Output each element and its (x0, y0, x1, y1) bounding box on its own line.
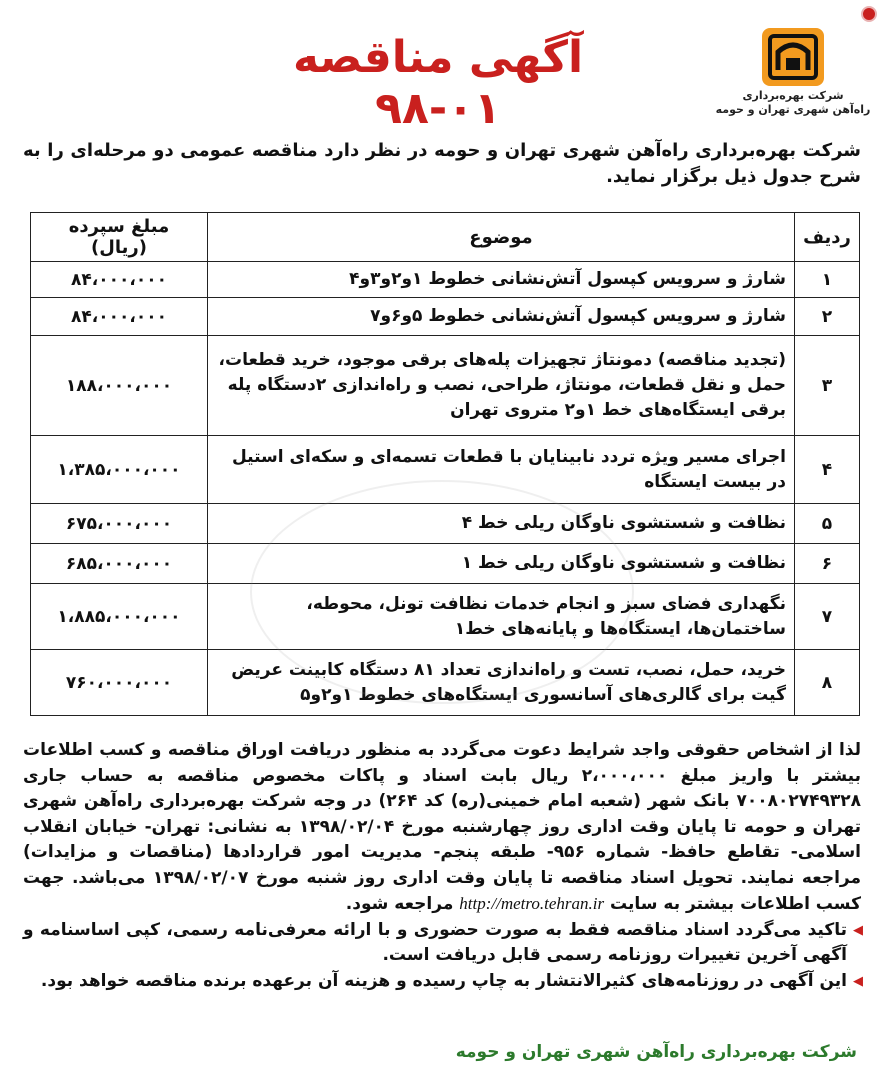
table-row (31, 298, 860, 336)
triangle-bullet-icon: ◀ (853, 973, 863, 989)
metro-logo-icon (762, 28, 824, 86)
row-subject: شارژ و سرویس کپسول آتش‌نشانی خطوط ۵و۶و۷ (208, 298, 795, 336)
row-no: ۴ (795, 436, 860, 504)
row-amount: ۶۷۵،۰۰۰،۰۰۰ (31, 504, 208, 544)
row-no: ۷ (795, 584, 860, 650)
row-no: ۶ (795, 544, 860, 584)
body-paragraph-text: لذا از اشخاص حقوقی واجد شرایط دعوت می‌گردد به منظور دریافت اوراق مناقصه و کسب اطلاعات بیشتر با واریز مبلغ ۲،۰۰۰،۰۰۰ ریال بابت اسناد و پاکات مخصوص مناقصه به حساب جاری ۷۰۰۸۰۲۷۴۹۳۲۸ بانک شهر (شعبه امام خمینی(ره) کد ۲۶۴) در وجه شرکت بهره‌برداری راه‌آهن شهری تهران و حومه تا پایان وقت اداری روز چهارشنبه مورخ ۱۳۹۸/۰۲/۰۴ به نشانی: تهران- خیابان انقلاب اسلامی- تقاطع حافظ- شماره ۹۵۶- طبقه پنجم- مدیریت امور قراردادها (مناقصات و مزایدات) مراجعه نمایند. تحویل اسناد مناقصه تا پایان وقت اداری روز شنبه مورخ ۱۳۹۸/۰۲/۰۷ می‌باشد. جهت کسب اطلاعات بیشتر به سایت (23, 740, 861, 914)
row-amount: ۱۸۸،۰۰۰،۰۰۰ (31, 336, 208, 436)
note-2 (23, 969, 861, 995)
row-amount: ۷۶۰،۰۰۰،۰۰۰ (31, 650, 208, 716)
row-no: ۱ (795, 262, 860, 298)
tender-table (30, 212, 860, 716)
table-row (31, 544, 860, 584)
logo-text-2: راه‌آهن شهری تهران و حومه (715, 103, 871, 116)
note-2-text: این آگهی در روزنامه‌های کثیرالانتشار به چاپ رسیده و هزینه آن برعهده برنده مناقصه خواهد بود. (40, 970, 847, 991)
notice-title: آگهی مناقصه ۰۱-۹۸ (292, 32, 584, 134)
row-no: ۳ (795, 336, 860, 436)
header-amount: مبلغ سپرده (ریال) (31, 213, 208, 262)
table-header-row (31, 213, 860, 262)
footer-company: شرکت بهره‌برداری راه‌آهن شهری تهران و حومه (455, 1042, 857, 1062)
row-subject: نظافت و شستشوی ناوگان ریلی خط ۱ (208, 544, 795, 584)
triangle-bullet-icon: ◀ (853, 922, 863, 938)
corner-dot (861, 6, 877, 22)
table-row (31, 650, 860, 716)
website-link[interactable]: http://metro.tehran.ir (459, 894, 605, 913)
row-no: ۲ (795, 298, 860, 336)
table-row (31, 584, 860, 650)
row-amount: ۱،۸۸۵،۰۰۰،۰۰۰ (31, 584, 208, 650)
header-subject: موضوع (208, 213, 795, 262)
row-amount: ۸۴،۰۰۰،۰۰۰ (31, 262, 208, 298)
table-row (31, 436, 860, 504)
table-row (31, 504, 860, 544)
logo-text-1: شرکت بهره‌برداری (742, 89, 844, 102)
row-subject: خرید، حمل، نصب، تست و راه‌اندازی تعداد ۸۱ دستگاه کابینت عریض گیت برای گالری‌های آسانسوری ایستگاه‌های خطوط ۱و۲و۵ (208, 650, 795, 716)
table-row (31, 262, 860, 298)
row-subject: اجرای مسیر ویژه تردد نابینایان با قطعات تسمه‌ای و سکه‌ای استیل در بیست ایستگاه (208, 436, 795, 504)
row-no: ۸ (795, 650, 860, 716)
notice-body (23, 738, 861, 994)
note-1-text: تاکید می‌گردد اسناد مناقصه فقط به صورت حضوری و با ارائه معرفی‌نامه رسمی، کپی اساسنامه و آگهی آخرین تغییرات روزنامه رسمی قابل دریافت است. (23, 919, 847, 965)
intro-text: شرکت بهره‌برداری راه‌آهن شهری تهران و حومه در نظر دارد مناقصه عمومی دو مرحله‌ای را به شرح جدول ذیل برگزار نماید. (23, 140, 861, 187)
row-subject: (تجدید مناقصه) دمونتاژ تجهیزات پله‌های برقی موجود، خرید قطعات، حمل و نقل قطعات، مونتاژ، طراحی، نصب و راه‌اندازی ۲دستگاه پله برقی ایستگاه‌های خط ۱و۲ متروی تهران (208, 336, 795, 436)
row-amount: ۶۸۵،۰۰۰،۰۰۰ (31, 544, 208, 584)
note-1 (23, 918, 861, 969)
row-subject: نظافت و شستشوی ناوگان ریلی خط ۴ (208, 504, 795, 544)
row-subject: شارژ و سرویس کپسول آتش‌نشانی خطوط ۱و۲و۳و۴ (208, 262, 795, 298)
body-paragraph-end: مراجعه شود. (345, 894, 454, 914)
table-row (31, 336, 860, 436)
row-amount: ۱،۳۸۵،۰۰۰،۰۰۰ (31, 436, 208, 504)
header (0, 22, 887, 132)
header-no: ردیف (795, 213, 860, 262)
row-subject: نگهداری فضای سبز و انجام خدمات نظافت تونل، محوطه، ساختمان‌ها، ایستگاه‌ها و پایانه‌های خط۱ (208, 584, 795, 650)
body-paragraph (23, 738, 861, 918)
company-logo (713, 28, 873, 117)
row-no: ۵ (795, 504, 860, 544)
row-amount: ۸۴،۰۰۰،۰۰۰ (31, 298, 208, 336)
